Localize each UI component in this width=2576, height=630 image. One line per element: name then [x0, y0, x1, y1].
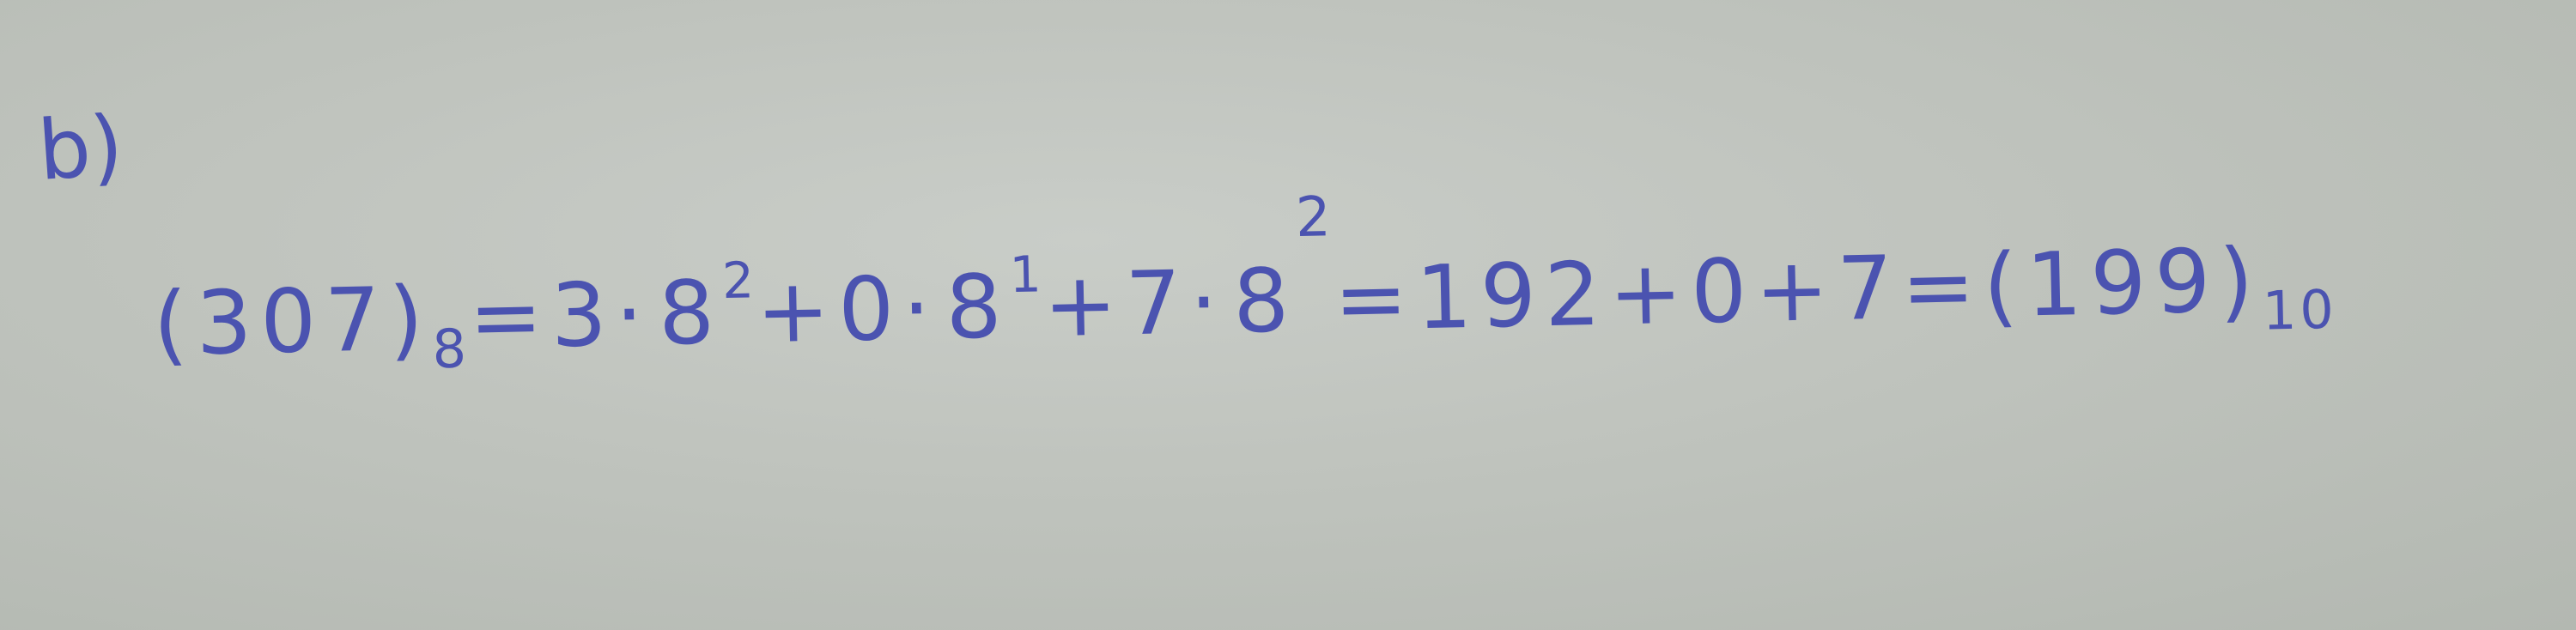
equals-sign: = — [1900, 235, 1985, 340]
decimal-result: (199) — [1982, 229, 2263, 338]
term1-coefficient: 3 — [550, 264, 617, 368]
equals-sign: = — [468, 265, 552, 370]
term1-base: 8 — [657, 262, 725, 366]
term2-exponent: 1 — [1008, 245, 1044, 305]
term3-coefficient: 7 — [1124, 251, 1191, 356]
equals-sign: = — [1333, 247, 1418, 352]
multiply-dot: · — [901, 257, 947, 360]
multiply-dot: · — [1188, 251, 1235, 354]
term3-base: 8 — [1231, 250, 1299, 354]
term2-coefficient: 0 — [837, 257, 904, 362]
decimal-sum: 192+0+7 — [1414, 237, 1903, 350]
octal-number: (307) — [152, 268, 434, 377]
plus-sign: + — [1042, 253, 1127, 358]
term1-exponent: 2 — [721, 251, 756, 311]
plus-sign: + — [755, 259, 840, 364]
octal-base-subscript: 8 — [431, 317, 471, 381]
multiply-dot: · — [614, 263, 660, 366]
decimal-base-subscript: 10 — [2262, 277, 2338, 342]
base-conversion-equation — [151, 169, 2337, 382]
problem-label: b) — [34, 97, 126, 199]
term3-exponent: 2 — [1295, 185, 1334, 251]
term2-base: 8 — [945, 256, 1012, 360]
